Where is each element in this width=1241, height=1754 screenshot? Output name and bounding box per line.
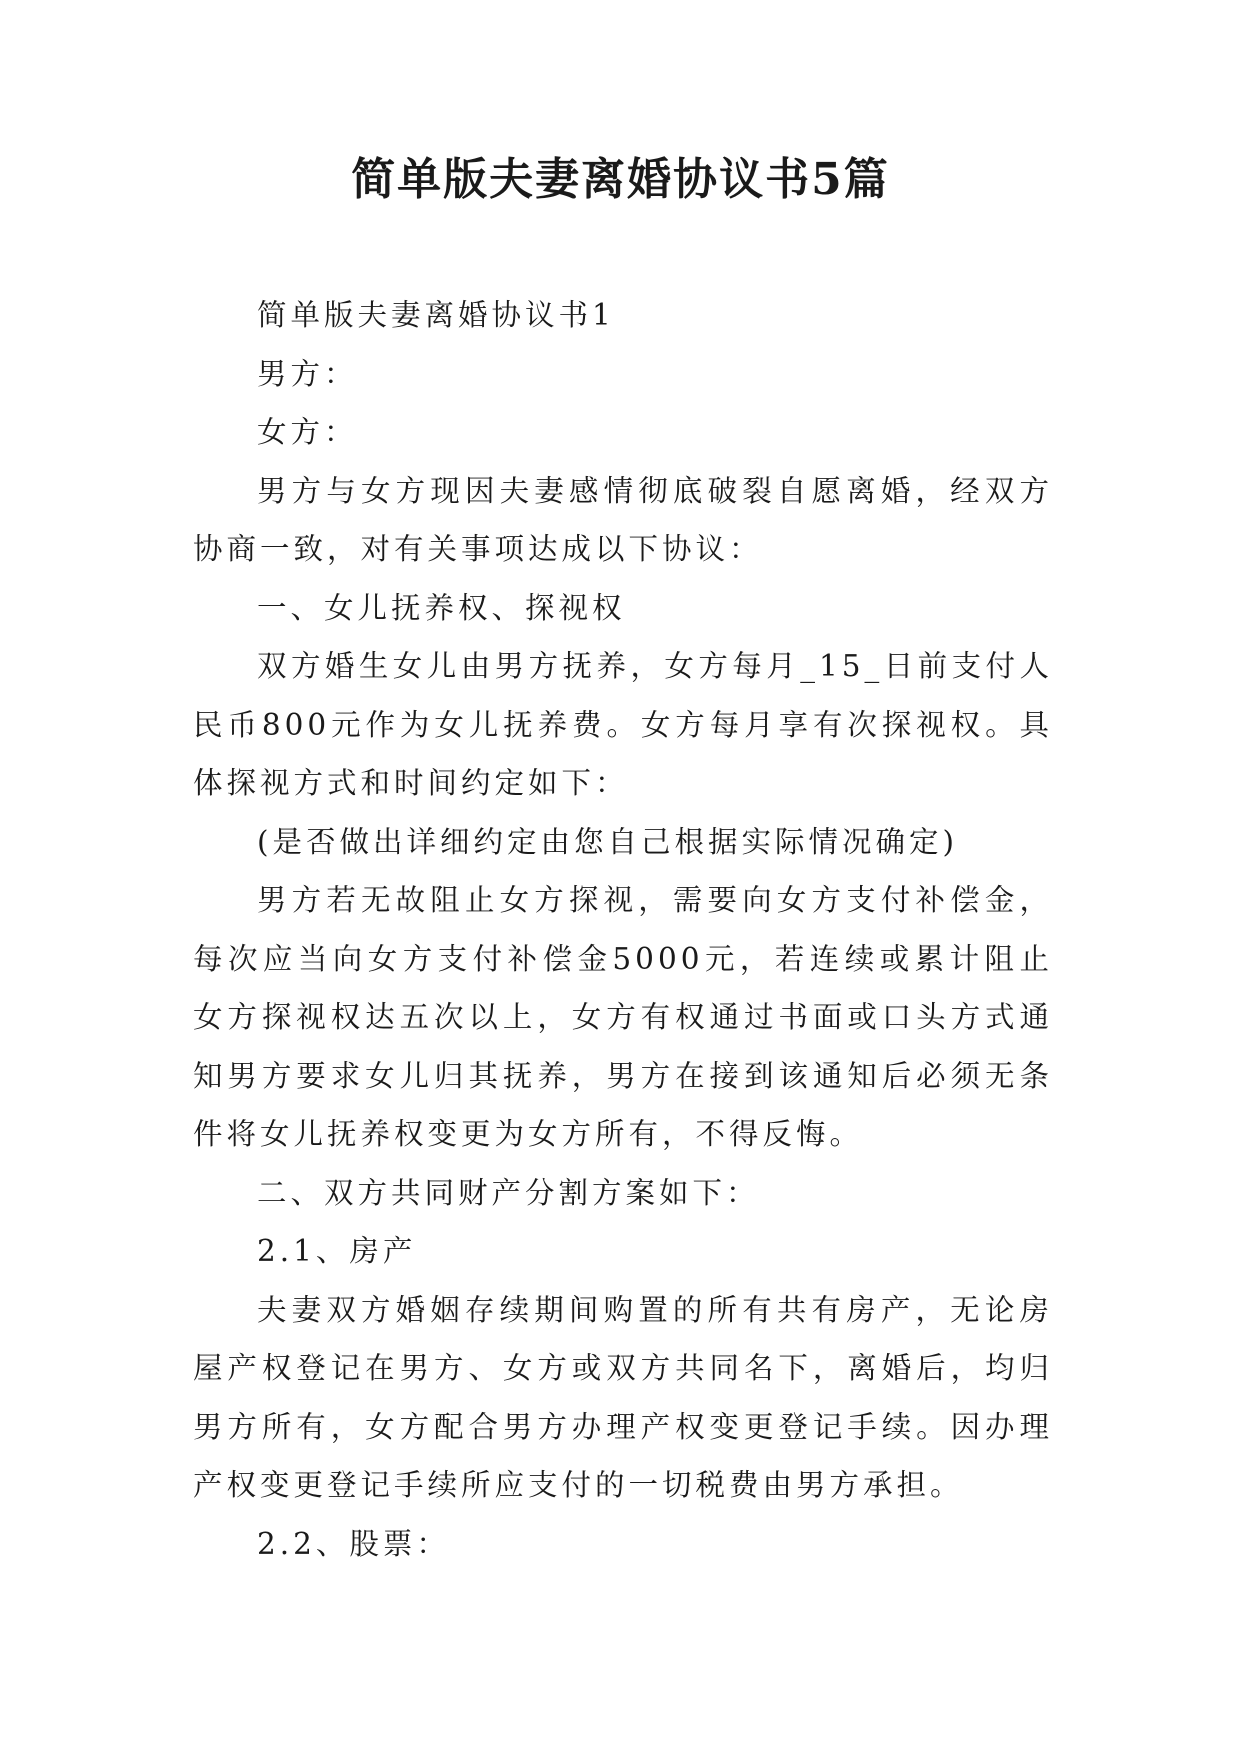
paragraph-section-2-2-heading: 2.2、股票： (257, 1526, 450, 1561)
paragraph-preamble: 男方与女方现因夫妻感情彻底破裂自愿离婚，经双方协商一致，对有关事项达成以下协议： (193, 473, 1053, 566)
paragraph-custody: 双方婚生女儿由男方抚养，女方每月_15_日前支付人民币800元作为女儿抚养费。女方每月享有次探视权。具体探视方式和时间约定如下： (193, 649, 1053, 800)
paragraph-male-party: 男方： (257, 356, 358, 391)
paragraph-subtitle: 简单版夫妻离婚协议书1 (257, 298, 615, 332)
paragraph-section-2-heading: 二、双方共同财产分割方案如下： (257, 1175, 760, 1210)
paragraph-property: 夫妻双方婚姻存续期间购置的所有共有房产，无论房屋产权登记在男方、女方或双方共同名下，离婚后，均归男方所有，女方配合男方办理产权变更登记手续。因办理产权变更登记手续所应支付的一切税费由男方承担。 (193, 1292, 1053, 1502)
paragraph-section-2-1-heading: 2.1、房产 (257, 1234, 417, 1268)
paragraph-section-1-heading: 一、女儿抚养权、探视权 (257, 590, 626, 625)
paragraph-female-party: 女方： (257, 415, 358, 449)
paragraph-compensation: 男方若无故阻止女方探视，需要向女方支付补偿金，每次应当向女方支付补偿金5000元，若连续或累计阻止女方探视权达五次以上，女方有权通过书面或口头方式通知男方要求女儿归其抚养，男方在接到该通知后必须无条件将女儿抚养权变更为女方所有，不得反悔。 (193, 883, 1053, 1151)
paragraph-note: (是否做出详细约定由您自己根据实际情况确定) (257, 824, 959, 859)
document-title: 简单版夫妻离婚协议书5篇 (351, 154, 890, 205)
document-body (193, 286, 1053, 1573)
